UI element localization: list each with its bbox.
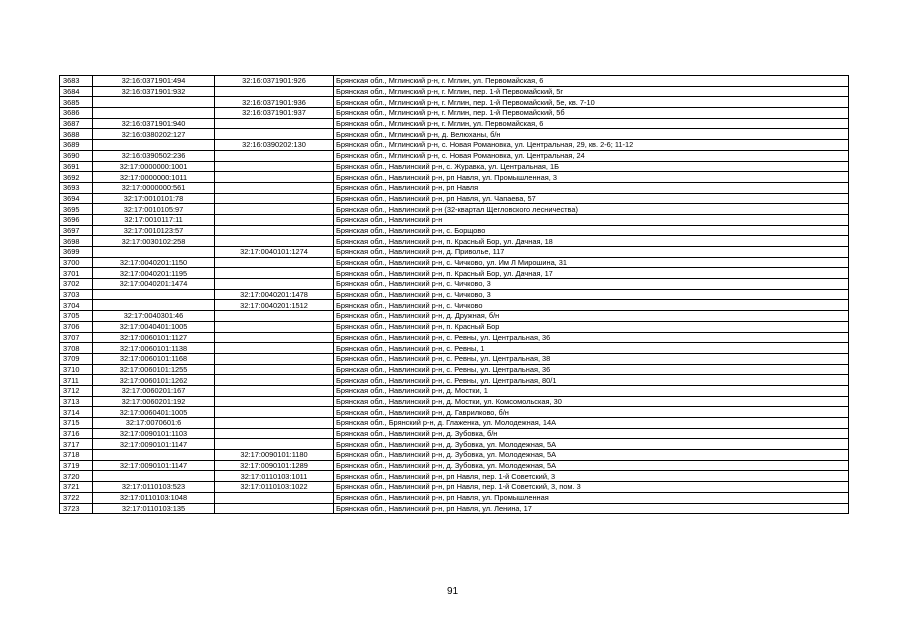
- table-row: [60, 385, 849, 396]
- address-cell: Брянская обл., Навлинский р-н, рп Навля, ул. Чапаева, 57: [334, 193, 849, 204]
- registry-table-body: [60, 76, 849, 514]
- address-cell: Брянская обл., Мглинский р-н, г. Мглин, пер. 1-й Первомайский, 5е, кв. 7-10: [334, 97, 849, 108]
- linked-cadastral-number-cell: [215, 204, 334, 215]
- cadastral-number-cell: 32:17:0000000:561: [93, 182, 215, 193]
- table-row: [60, 97, 849, 108]
- table-row: [60, 129, 849, 140]
- cadastral-number-cell: 32:17:0000000:1001: [93, 161, 215, 172]
- row-number-cell: 3719: [60, 460, 93, 471]
- table-row: [60, 375, 849, 386]
- table-row: [60, 343, 849, 354]
- row-number-cell: 3711: [60, 375, 93, 386]
- linked-cadastral-number-cell: 32:17:0040101:1274: [215, 247, 334, 258]
- linked-cadastral-number-cell: 32:17:0110103:1022: [215, 482, 334, 493]
- cadastral-number-cell: 32:17:0060201:192: [93, 396, 215, 407]
- linked-cadastral-number-cell: [215, 428, 334, 439]
- linked-cadastral-number-cell: [215, 503, 334, 514]
- address-cell: Брянская обл., Навлинский р-н, рп Навля, ул. Промышленная: [334, 492, 849, 503]
- linked-cadastral-number-cell: [215, 385, 334, 396]
- row-number-cell: 3704: [60, 300, 93, 311]
- cadastral-number-cell: 32:17:0060101:1262: [93, 375, 215, 386]
- table-row: [60, 247, 849, 258]
- table-row: [60, 407, 849, 418]
- linked-cadastral-number-cell: [215, 172, 334, 183]
- row-number-cell: 3703: [60, 289, 93, 300]
- linked-cadastral-number-cell: [215, 311, 334, 322]
- row-number-cell: 3708: [60, 343, 93, 354]
- table-row: [60, 428, 849, 439]
- address-cell: Брянская обл., Навлинский р-н, д. Зубовка, б/н: [334, 428, 849, 439]
- row-number-cell: 3683: [60, 76, 93, 87]
- cadastral-number-cell: 32:17:0040201:1150: [93, 257, 215, 268]
- row-number-cell: 3688: [60, 129, 93, 140]
- table-row: [60, 118, 849, 129]
- table-row: [60, 418, 849, 429]
- row-number-cell: 3689: [60, 140, 93, 151]
- row-number-cell: 3691: [60, 161, 93, 172]
- table-row: [60, 76, 849, 87]
- linked-cadastral-number-cell: 32:17:0040201:1478: [215, 289, 334, 300]
- cadastral-number-cell: [93, 97, 215, 108]
- linked-cadastral-number-cell: 32:17:0090101:1180: [215, 450, 334, 461]
- row-number-cell: 3714: [60, 407, 93, 418]
- table-row: [60, 439, 849, 450]
- cadastral-number-cell: 32:16:0371901:932: [93, 86, 215, 97]
- linked-cadastral-number-cell: [215, 418, 334, 429]
- row-number-cell: 3702: [60, 279, 93, 290]
- table-row: [60, 503, 849, 514]
- cadastral-number-cell: 32:17:0060101:1138: [93, 343, 215, 354]
- linked-cadastral-number-cell: 32:17:0040201:1512: [215, 300, 334, 311]
- cadastral-number-cell: [93, 247, 215, 258]
- linked-cadastral-number-cell: [215, 225, 334, 236]
- linked-cadastral-number-cell: 32:16:0371901:926: [215, 76, 334, 87]
- address-cell: Брянская обл., Навлинский р-н, с. Ревны, ул. Центральная, 36: [334, 364, 849, 375]
- table-row: [60, 204, 849, 215]
- linked-cadastral-number-cell: [215, 364, 334, 375]
- address-cell: Брянская обл., Мглинский р-н, г. Мглин, ул. Первомайская, 6: [334, 118, 849, 129]
- linked-cadastral-number-cell: [215, 193, 334, 204]
- linked-cadastral-number-cell: [215, 439, 334, 450]
- address-cell: Брянская обл., Навлинский р-н (32-квартал Щегловского лесничества): [334, 204, 849, 215]
- table-row: [60, 332, 849, 343]
- cadastral-number-cell: 32:17:0040201:1474: [93, 279, 215, 290]
- row-number-cell: 3712: [60, 385, 93, 396]
- cadastral-number-cell: 32:17:0010105:97: [93, 204, 215, 215]
- address-cell: Брянская обл., Навлинский р-н, рп Навля, ул. Ленина, 17: [334, 503, 849, 514]
- cadastral-number-cell: [93, 300, 215, 311]
- address-cell: Брянская обл., Брянский р-н, д. Глаженка, ул. Молодежная, 14А: [334, 418, 849, 429]
- address-cell: Брянская обл., Навлинский р-н, д. Дружная, б/н: [334, 311, 849, 322]
- row-number-cell: 3705: [60, 311, 93, 322]
- row-number-cell: 3696: [60, 214, 93, 225]
- table-row: [60, 471, 849, 482]
- cadastral-number-cell: 32:17:0060201:167: [93, 385, 215, 396]
- address-cell: Брянская обл., Навлинский р-н, с. Чичково: [334, 300, 849, 311]
- linked-cadastral-number-cell: [215, 214, 334, 225]
- address-cell: Брянская обл., Навлинский р-н, д. Приволье, 117: [334, 247, 849, 258]
- row-number-cell: 3721: [60, 482, 93, 493]
- row-number-cell: 3694: [60, 193, 93, 204]
- address-cell: Брянская обл., Навлинский р-н, рп Навля: [334, 182, 849, 193]
- cadastral-number-cell: 32:17:0110103:523: [93, 482, 215, 493]
- address-cell: Брянская обл., Навлинский р-н, п. Красный Бор, ул. Дачная, 18: [334, 236, 849, 247]
- linked-cadastral-number-cell: [215, 118, 334, 129]
- row-number-cell: 3706: [60, 321, 93, 332]
- linked-cadastral-number-cell: [215, 86, 334, 97]
- cadastral-number-cell: 32:17:0070601:6: [93, 418, 215, 429]
- row-number-cell: 3692: [60, 172, 93, 183]
- linked-cadastral-number-cell: [215, 343, 334, 354]
- table-row: [60, 108, 849, 119]
- linked-cadastral-number-cell: [215, 375, 334, 386]
- address-cell: Брянская обл., Навлинский р-н, рп Навля, пер. 1-й Советский, 3: [334, 471, 849, 482]
- linked-cadastral-number-cell: [215, 407, 334, 418]
- linked-cadastral-number-cell: [215, 279, 334, 290]
- linked-cadastral-number-cell: 32:17:0090101:1289: [215, 460, 334, 471]
- cadastral-number-cell: 32:17:0090101:1103: [93, 428, 215, 439]
- table-row: [60, 321, 849, 332]
- linked-cadastral-number-cell: [215, 257, 334, 268]
- row-number-cell: 3717: [60, 439, 93, 450]
- row-number-cell: 3722: [60, 492, 93, 503]
- address-cell: Брянская обл., Навлинский р-н, д. Гаврилково, б/н: [334, 407, 849, 418]
- row-number-cell: 3720: [60, 471, 93, 482]
- address-cell: Брянская обл., Навлинский р-н: [334, 214, 849, 225]
- registry-table: [59, 75, 849, 514]
- row-number-cell: 3685: [60, 97, 93, 108]
- address-cell: Брянская обл., Навлинский р-н, д. Зубовка, ул. Молодежная, 5А: [334, 439, 849, 450]
- cadastral-number-cell: 32:17:0090101:1147: [93, 439, 215, 450]
- address-cell: Брянская обл., Навлинский р-н, с. Ревны, 1: [334, 343, 849, 354]
- linked-cadastral-number-cell: [215, 236, 334, 247]
- table-row: [60, 182, 849, 193]
- cadastral-number-cell: 32:17:0000000:1011: [93, 172, 215, 183]
- cadastral-number-cell: 32:16:0371901:940: [93, 118, 215, 129]
- row-number-cell: 3693: [60, 182, 93, 193]
- cadastral-number-cell: 32:17:0010123:57: [93, 225, 215, 236]
- address-cell: Брянская обл., Навлинский р-н, п. Красный Бор: [334, 321, 849, 332]
- address-cell: Брянская обл., Навлинский р-н, с. Борщово: [334, 225, 849, 236]
- cadastral-number-cell: 32:17:0060101:1127: [93, 332, 215, 343]
- address-cell: Брянская обл., Навлинский р-н, рп Навля, ул. Промышленная, 3: [334, 172, 849, 183]
- table-row: [60, 289, 849, 300]
- cadastral-number-cell: 32:17:0110103:1048: [93, 492, 215, 503]
- linked-cadastral-number-cell: [215, 332, 334, 343]
- cadastral-number-cell: [93, 471, 215, 482]
- address-cell: Брянская обл., Мглинский р-н, с. Новая Романовка, ул. Центральная, 24: [334, 150, 849, 161]
- address-cell: Брянская обл., Мглинский р-н, г. Мглин, пер. 1-й Первомайский, 5г: [334, 86, 849, 97]
- row-number-cell: 3687: [60, 118, 93, 129]
- cadastral-number-cell: 32:17:0040401:1005: [93, 321, 215, 332]
- cadastral-number-cell: [93, 450, 215, 461]
- row-number-cell: 3695: [60, 204, 93, 215]
- address-cell: Брянская обл., Навлинский р-н, д. Зубовка, ул. Молодежная, 5А: [334, 450, 849, 461]
- address-cell: Брянская обл., Мглинский р-н, г. Мглин, ул. Первомайская, 6: [334, 76, 849, 87]
- linked-cadastral-number-cell: [215, 268, 334, 279]
- table-row: [60, 86, 849, 97]
- table-row: [60, 353, 849, 364]
- cadastral-number-cell: 32:16:0380202:127: [93, 129, 215, 140]
- address-cell: Брянская обл., Навлинский р-н, с. Ревны, ул. Центральная, 80/1: [334, 375, 849, 386]
- cadastral-number-cell: 32:17:0010117:11: [93, 214, 215, 225]
- address-cell: Брянская обл., Мглинский р-н, с. Новая Романовка, ул. Центральная, 29, кв. 2-6; 11-12: [334, 140, 849, 151]
- address-cell: Брянская обл., Мглинский р-н, д. Велюханы, б/н: [334, 129, 849, 140]
- row-number-cell: 3697: [60, 225, 93, 236]
- cadastral-number-cell: 32:16:0371901:494: [93, 76, 215, 87]
- table-row: [60, 460, 849, 471]
- table-row: [60, 214, 849, 225]
- row-number-cell: 3723: [60, 503, 93, 514]
- row-number-cell: 3709: [60, 353, 93, 364]
- table-row: [60, 193, 849, 204]
- table-row: [60, 300, 849, 311]
- row-number-cell: 3701: [60, 268, 93, 279]
- linked-cadastral-number-cell: [215, 353, 334, 364]
- linked-cadastral-number-cell: [215, 182, 334, 193]
- address-cell: Брянская обл., Навлинский р-н, с. Чичково, ул. Им Л Мирошина, 31: [334, 257, 849, 268]
- cadastral-number-cell: 32:17:0060101:1255: [93, 364, 215, 375]
- linked-cadastral-number-cell: [215, 396, 334, 407]
- table-row: [60, 268, 849, 279]
- row-number-cell: 3686: [60, 108, 93, 119]
- table-row: [60, 225, 849, 236]
- row-number-cell: 3699: [60, 247, 93, 258]
- cadastral-number-cell: [93, 108, 215, 119]
- cadastral-number-cell: 32:17:0040301:46: [93, 311, 215, 322]
- row-number-cell: 3716: [60, 428, 93, 439]
- table-row: [60, 172, 849, 183]
- table-row: [60, 311, 849, 322]
- address-cell: Брянская обл., Навлинский р-н, с. Чичково, 3: [334, 279, 849, 290]
- linked-cadastral-number-cell: [215, 492, 334, 503]
- row-number-cell: 3684: [60, 86, 93, 97]
- linked-cadastral-number-cell: 32:16:0390202:130: [215, 140, 334, 151]
- linked-cadastral-number-cell: [215, 321, 334, 332]
- cadastral-number-cell: 32:17:0040201:1195: [93, 268, 215, 279]
- cadastral-number-cell: 32:17:0030102:258: [93, 236, 215, 247]
- address-cell: Брянская обл., Навлинский р-н, с. Журавка, ул. Центральная, 1Б: [334, 161, 849, 172]
- address-cell: Брянская обл., Навлинский р-н, п. Красный Бор, ул. Дачная, 17: [334, 268, 849, 279]
- cadastral-number-cell: 32:17:0110103:135: [93, 503, 215, 514]
- table-row: [60, 482, 849, 493]
- table-row: [60, 450, 849, 461]
- address-cell: Брянская обл., Навлинский р-н, с. Ревны, ул. Центральная, 36: [334, 332, 849, 343]
- row-number-cell: 3710: [60, 364, 93, 375]
- table-row: [60, 364, 849, 375]
- linked-cadastral-number-cell: [215, 150, 334, 161]
- address-cell: Брянская обл., Мглинский р-н, г. Мглин, пер. 1-й Первомайский, 5б: [334, 108, 849, 119]
- row-number-cell: 3698: [60, 236, 93, 247]
- table-row: [60, 492, 849, 503]
- row-number-cell: 3707: [60, 332, 93, 343]
- address-cell: Брянская обл., Навлинский р-н, с. Чичково, 3: [334, 289, 849, 300]
- linked-cadastral-number-cell: 32:16:0371901:937: [215, 108, 334, 119]
- cadastral-number-cell: [93, 289, 215, 300]
- table-row: [60, 257, 849, 268]
- cadastral-number-cell: 32:17:0090101:1147: [93, 460, 215, 471]
- cadastral-number-cell: [93, 140, 215, 151]
- table-row: [60, 150, 849, 161]
- cadastral-number-cell: 32:17:0010101:78: [93, 193, 215, 204]
- linked-cadastral-number-cell: 32:17:0110103:1011: [215, 471, 334, 482]
- linked-cadastral-number-cell: [215, 161, 334, 172]
- cadastral-number-cell: 32:16:0390502:236: [93, 150, 215, 161]
- table-row: [60, 396, 849, 407]
- linked-cadastral-number-cell: [215, 129, 334, 140]
- cadastral-number-cell: 32:17:0060101:1168: [93, 353, 215, 364]
- table-row: [60, 236, 849, 247]
- address-cell: Брянская обл., Навлинский р-н, д. Зубовка, ул. Молодежная, 5А: [334, 460, 849, 471]
- table-row: [60, 279, 849, 290]
- row-number-cell: 3713: [60, 396, 93, 407]
- address-cell: Брянская обл., Навлинский р-н, д. Мостки, 1: [334, 385, 849, 396]
- linked-cadastral-number-cell: 32:16:0371901:936: [215, 97, 334, 108]
- row-number-cell: 3690: [60, 150, 93, 161]
- address-cell: Брянская обл., Навлинский р-н, д. Мостки, ул. Комсомольская, 30: [334, 396, 849, 407]
- cadastral-number-cell: 32:17:0060401:1005: [93, 407, 215, 418]
- row-number-cell: 3718: [60, 450, 93, 461]
- address-cell: Брянская обл., Навлинский р-н, рп Навля, пер. 1-й Советский, 3, пом. 3: [334, 482, 849, 493]
- address-cell: Брянская обл., Навлинский р-н, с. Ревны, ул. Центральная, 38: [334, 353, 849, 364]
- page-number: 91: [446, 586, 459, 597]
- table-row: [60, 161, 849, 172]
- row-number-cell: 3715: [60, 418, 93, 429]
- table-row: [60, 140, 849, 151]
- row-number-cell: 3700: [60, 257, 93, 268]
